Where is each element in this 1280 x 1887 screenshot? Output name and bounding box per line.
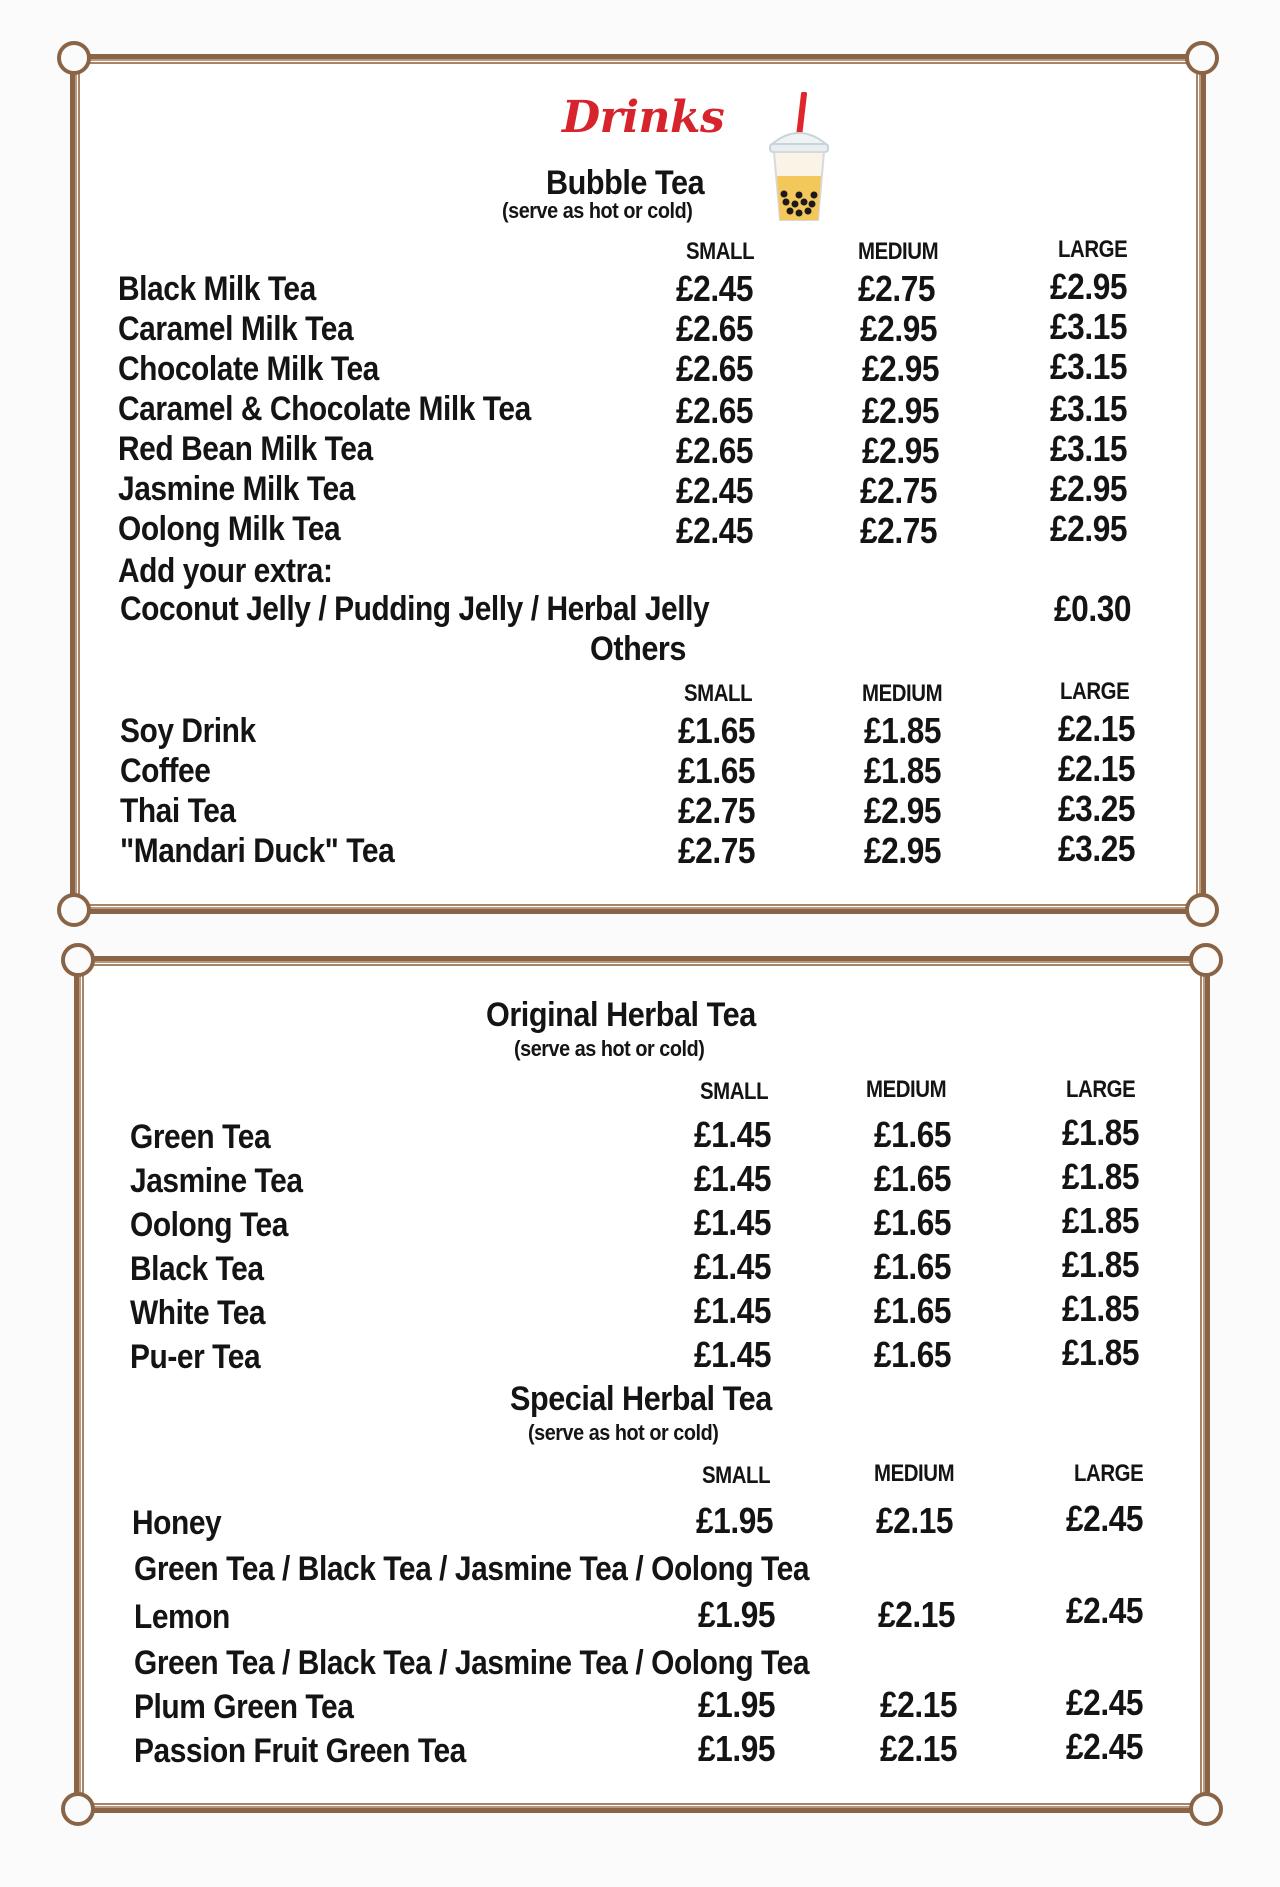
item-name: Thai Tea — [120, 792, 236, 830]
price-large: £1.85 — [1062, 1156, 1140, 1197]
item-name: Caramel & Chocolate Milk Tea — [118, 390, 531, 428]
item-name: Plum Green Tea — [134, 1688, 354, 1726]
price-large: £3.25 — [1058, 828, 1136, 869]
price-medium: £1.65 — [874, 1202, 952, 1243]
price-medium: £1.85 — [864, 750, 942, 791]
price-medium: £2.95 — [864, 830, 942, 871]
price-large: £1.85 — [1062, 1332, 1140, 1373]
price-small: £2.65 — [676, 308, 754, 349]
price-large: £3.15 — [1050, 388, 1128, 429]
section-subtitle-bubble-tea: (serve as hot or cold) — [502, 198, 693, 223]
bubble-tea-cup-icon — [766, 92, 832, 226]
section-title-special-herbal-tea: Special Herbal Tea — [510, 1380, 772, 1418]
extra-label: Add your extra: — [118, 552, 333, 590]
item-name: Soy Drink — [120, 712, 256, 750]
menu-title-drinks: Drinks — [562, 92, 725, 143]
price-small: £2.45 — [676, 268, 754, 309]
frame-corner — [57, 893, 91, 927]
item-name: Red Bean Milk Tea — [118, 430, 373, 468]
price-large: £1.85 — [1062, 1112, 1140, 1153]
item-name: Passion Fruit Green Tea — [134, 1732, 466, 1770]
column-header-medium: MEDIUM — [866, 1076, 947, 1103]
price-medium: £1.65 — [874, 1158, 952, 1199]
column-header-small: SMALL — [700, 1078, 769, 1105]
extra-items: Coconut Jelly / Pudding Jelly / Herbal Jelly — [120, 590, 710, 628]
section-title-bubble-tea: Bubble Tea — [546, 164, 705, 202]
price-medium: £1.65 — [874, 1290, 952, 1331]
price-small: £1.45 — [694, 1290, 772, 1331]
frame-corner — [1189, 943, 1223, 977]
item-name: "Mandari Duck" Tea — [120, 832, 395, 870]
price-small: £1.95 — [698, 1594, 776, 1635]
price-small: £1.95 — [696, 1500, 774, 1541]
column-header-large: LARGE — [1058, 236, 1128, 263]
item-name: Jasmine Milk Tea — [118, 470, 355, 508]
price-large: £1.85 — [1062, 1200, 1140, 1241]
frame-corner — [61, 1792, 95, 1826]
lemon-tea-options: Green Tea / Black Tea / Jasmine Tea / Oolong Tea — [134, 1644, 810, 1682]
price-small: £1.65 — [678, 750, 756, 791]
price-large: £2.15 — [1058, 748, 1136, 789]
item-name: Lemon — [134, 1598, 230, 1636]
price-medium: £2.15 — [876, 1500, 954, 1541]
column-header-medium: MEDIUM — [858, 238, 939, 265]
price-medium: £1.65 — [874, 1334, 952, 1375]
price-small: £2.65 — [676, 348, 754, 389]
item-name: Pu-er Tea — [130, 1338, 261, 1376]
item-name: Green Tea — [130, 1118, 271, 1156]
price-small: £1.45 — [694, 1246, 772, 1287]
price-large: £3.15 — [1050, 428, 1128, 469]
price-large: £2.45 — [1066, 1682, 1144, 1723]
price-medium: £2.15 — [880, 1684, 958, 1725]
column-header-medium: MEDIUM — [862, 680, 943, 707]
price-small: £2.65 — [676, 390, 754, 431]
price-large: £3.25 — [1058, 788, 1136, 829]
section-title-others: Others — [590, 630, 686, 668]
price-large: £1.85 — [1062, 1288, 1140, 1329]
price-large: £2.45 — [1066, 1498, 1144, 1539]
price-small: £1.45 — [694, 1202, 772, 1243]
column-header-small: SMALL — [702, 1462, 771, 1489]
price-medium: £2.95 — [864, 790, 942, 831]
item-name: Jasmine Tea — [130, 1162, 303, 1200]
column-header-large: LARGE — [1060, 678, 1130, 705]
price-medium: £2.75 — [858, 268, 936, 309]
item-name: Oolong Tea — [130, 1206, 288, 1244]
item-name: Chocolate Milk Tea — [118, 350, 379, 388]
price-medium: £2.95 — [862, 430, 940, 471]
column-header-large: LARGE — [1074, 1460, 1144, 1487]
price-small: £1.45 — [694, 1334, 772, 1375]
item-name: Honey — [132, 1504, 222, 1542]
frame-corner — [1185, 41, 1219, 75]
price-small: £2.45 — [676, 470, 754, 511]
price-large: £2.95 — [1050, 266, 1128, 307]
price-small: £2.45 — [676, 510, 754, 551]
price-large: £2.95 — [1050, 508, 1128, 549]
price-medium: £2.95 — [860, 308, 938, 349]
frame-corner — [1185, 893, 1219, 927]
column-header-small: SMALL — [686, 238, 755, 265]
price-small: £1.65 — [678, 710, 756, 751]
price-small: £1.95 — [698, 1684, 776, 1725]
frame-corner — [61, 943, 95, 977]
price-medium: £2.95 — [862, 390, 940, 431]
section-subtitle-special-herbal-tea: (serve as hot or cold) — [528, 1420, 719, 1445]
item-name: Black Tea — [130, 1250, 264, 1288]
item-name: White Tea — [130, 1294, 266, 1332]
item-name: Caramel Milk Tea — [118, 310, 354, 348]
column-header-large: LARGE — [1066, 1076, 1136, 1103]
section-subtitle-original-herbal-tea: (serve as hot or cold) — [514, 1036, 705, 1061]
frame-corner — [1189, 1792, 1223, 1826]
price-small: £2.75 — [678, 830, 756, 871]
frame-corner — [57, 41, 91, 75]
price-medium: £1.65 — [874, 1246, 952, 1287]
honey-tea-options: Green Tea / Black Tea / Jasmine Tea / Oolong Tea — [134, 1550, 810, 1588]
price-large: £1.85 — [1062, 1244, 1140, 1285]
price-medium: £1.65 — [874, 1114, 952, 1155]
column-header-small: SMALL — [684, 680, 753, 707]
column-header-medium: MEDIUM — [874, 1460, 955, 1487]
price-small: £2.65 — [676, 430, 754, 471]
extra-price: £0.30 — [1054, 588, 1132, 629]
price-medium: £2.75 — [860, 470, 938, 511]
price-large: £2.45 — [1066, 1726, 1144, 1767]
price-medium: £2.95 — [862, 348, 940, 389]
price-large: £3.15 — [1050, 306, 1128, 347]
price-small: £1.95 — [698, 1728, 776, 1769]
price-large: £2.15 — [1058, 708, 1136, 749]
price-large: £2.95 — [1050, 468, 1128, 509]
price-large: £3.15 — [1050, 346, 1128, 387]
price-small: £2.75 — [678, 790, 756, 831]
price-medium: £2.15 — [878, 1594, 956, 1635]
item-name: Oolong Milk Tea — [118, 510, 341, 548]
price-medium: £2.15 — [880, 1728, 958, 1769]
item-name: Black Milk Tea — [118, 270, 316, 308]
price-small: £1.45 — [694, 1158, 772, 1199]
price-medium: £1.85 — [864, 710, 942, 751]
section-title-original-herbal-tea: Original Herbal Tea — [486, 996, 756, 1034]
item-name: Coffee — [120, 752, 211, 790]
price-medium: £2.75 — [860, 510, 938, 551]
price-small: £1.45 — [694, 1114, 772, 1155]
price-large: £2.45 — [1066, 1590, 1144, 1631]
